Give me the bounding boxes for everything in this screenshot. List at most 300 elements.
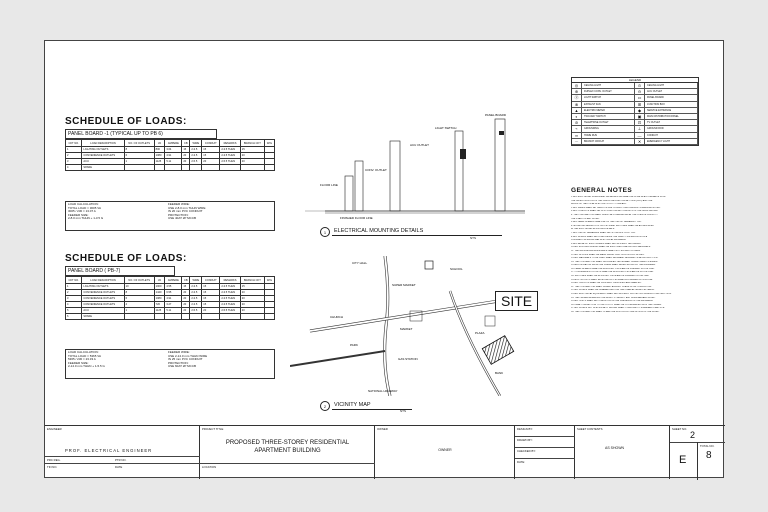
legend-label: ACU OUTLET <box>647 90 663 94</box>
general-notes <box>571 187 709 315</box>
table-cell: 2-3.5 <box>190 296 202 302</box>
table-cell: 20 <box>182 296 190 302</box>
vicinity-map <box>290 256 540 396</box>
legend-item <box>635 139 698 145</box>
table-header-cell: CONDUIT <box>202 140 220 147</box>
calc-line: USE 2-14.0 mm THHN WIRE <box>168 353 208 358</box>
table-header-cell: WIRE <box>190 277 202 284</box>
owner-name: OWNER <box>438 448 452 452</box>
legend-label: GROUND ROD <box>647 127 664 131</box>
table-cell: CONVENIENCE OUTLETS <box>82 296 124 302</box>
table-cell: 5.11 <box>165 159 182 165</box>
map-label-plaza: PLAZA <box>475 331 485 335</box>
table-cell: 1 <box>124 308 154 314</box>
table-cell <box>165 165 182 171</box>
note-line: 7. ALL CIRCUIT BREAKERS SHALL BE OF THE BOLT-ON TYPE. <box>571 231 636 234</box>
mounting-caption <box>320 227 530 240</box>
table-cell: 6 <box>66 314 82 320</box>
table-cell: 6 <box>124 153 154 159</box>
legend-symbol-icon: ◎ <box>572 83 582 88</box>
project-label: PROJECT TITLE <box>202 427 224 431</box>
table-cell: CONVENIENCE OUTLETS <box>82 153 124 159</box>
note-line: 19. ACU OUTLETS SHALL BE MOUNTED 1.80 M ABOVE FINISHED FLOOR LINE. <box>571 278 653 281</box>
legend-symbol-icon: ⊙ <box>635 83 645 88</box>
checked-label: CHECKED BY: <box>517 449 536 453</box>
legend-symbol-icon: ⊖ <box>635 89 645 94</box>
mount-label-conv: CONV. OUTLET <box>365 168 387 172</box>
table-cell: 1080 <box>154 296 165 302</box>
note-line: 21. THE CONTRACTOR SHALL SUBMIT AS-BUILT PLANS UPON COMPLETION. <box>571 285 652 288</box>
table-header-cell: REMARKS <box>220 140 240 147</box>
table-cell <box>264 314 274 320</box>
note-line: LICENSED PROFESSIONAL ELECTRICAL ENGINEER. <box>571 239 627 242</box>
table-row <box>66 314 275 320</box>
legend-symbol-icon: ✕ <box>635 139 645 144</box>
calc-line: USE 40AT 2P MCCB <box>168 216 197 221</box>
table-cell: 3.64 <box>165 147 182 153</box>
note-line: RULES OF THE LOCAL ELECTRIC UTILITY COMPANY. <box>571 203 627 206</box>
table-cell: 3 <box>66 159 82 165</box>
legend-symbol-icon: ▲ <box>572 108 582 113</box>
legend-symbol-icon: ▣ <box>635 114 645 119</box>
table-cell <box>240 314 264 320</box>
table-header-cell: W/G <box>264 140 274 147</box>
legend-grid <box>572 83 698 145</box>
table-cell <box>220 165 240 171</box>
calc-line: PROTECTION: <box>168 212 189 217</box>
table-cell: 2-3.5 <box>190 290 202 296</box>
rule <box>515 447 575 448</box>
table-header-cell: CONDUIT <box>202 277 220 284</box>
panel-symbol <box>499 131 504 135</box>
table-cell: SPARE <box>82 314 124 320</box>
mount-label-switch: LIGHT SWITCH <box>435 126 457 130</box>
table-cell: 1125 <box>154 308 165 314</box>
legend-box <box>571 77 699 146</box>
notes-title: GENERAL NOTES <box>571 187 633 194</box>
note-line: 9. ALL METALLIC ENCLOSURES SHALL BE PROPERLY GROUNDED. <box>571 242 642 245</box>
table-cell: 1080 <box>154 153 165 159</box>
table-cell: 15 <box>202 290 220 296</box>
legend-label: CEILING LIGHT <box>647 84 665 88</box>
calc-line: 3005 / 230 = 13.07 A <box>68 209 96 214</box>
map-label-school: SCHOOL <box>450 267 463 271</box>
tb-owner <box>375 426 515 479</box>
legend-label: LIGHT SWITCH <box>584 96 602 100</box>
note-line: 26. FINAL CONNECTION TO THE UTILITY SHALL BE COORDINATED WITH THE OWNER. <box>571 303 662 306</box>
table-cell: 2-3.5 THHN <box>220 147 240 153</box>
rule <box>515 436 575 437</box>
table-cell: 20 <box>202 159 220 165</box>
legend-label: EXHAUST FAN <box>584 102 601 106</box>
table-cell: 20 <box>240 308 264 314</box>
tb-project <box>200 426 375 479</box>
map-label-highway: NATIONAL HIGHWAY <box>368 389 398 393</box>
note-line: 15. ANY DEVIATION FROM THE PLANS SHALL BE APPROVED BY THE ENGINEER. <box>571 264 656 267</box>
table-header-cell: LOAD DESCRIPTION <box>82 140 124 147</box>
vicinity-title: VICINITY MAP <box>334 402 371 408</box>
vicinity-callout: 2 <box>320 401 330 411</box>
note-line: THE START OF ANY WORK. <box>571 217 600 220</box>
table-cell: 20 <box>182 159 190 165</box>
table-header-cell: NO. OF OUTLETS <box>124 140 154 147</box>
loads1-table <box>65 139 275 171</box>
table-cell: 2 <box>66 153 82 159</box>
table-cell: 4 <box>124 302 154 308</box>
table-cell: 3.27 <box>165 302 182 308</box>
date2-label: DATE: <box>517 460 526 464</box>
project-title-1: PROPOSED THREE-STOREY RESIDENTIAL <box>225 440 350 446</box>
legend-symbol-icon: ═ <box>572 133 582 138</box>
table-cell: ACU <box>82 159 124 165</box>
note-line: 8. ALL WORKS SHALL BE DONE UNDER THE DIRECT SUPERVISION OF A <box>571 235 648 238</box>
note-line: 16. PANEL BOARDS SHALL BE MOUNTED 1.50 M ABOVE FINISHED FLOOR LINE. <box>571 267 655 270</box>
rule <box>515 458 575 459</box>
mount-post-2 <box>355 161 363 211</box>
table-cell: 20 <box>182 153 190 159</box>
sheet-number: 2 <box>690 430 696 440</box>
tb-sheet <box>670 426 725 479</box>
table-cell: 20 <box>240 159 264 165</box>
table-header-cell: WIRE <box>190 140 202 147</box>
legend-title: LEGEND <box>572 78 698 83</box>
table-header-cell: AMPERE <box>165 277 182 284</box>
table-cell <box>154 165 165 171</box>
table-cell: 800 <box>154 147 165 153</box>
mounting-drawing <box>295 101 545 221</box>
calc-line: 5365 / 230 = 23.33 A <box>68 357 96 362</box>
table-cell <box>154 314 165 320</box>
table-header-cell: BRANCH CKT <box>240 140 264 147</box>
calc-line: USE 60AT 2P MCCB <box>168 364 197 369</box>
note-line: 3. ALL CONDUITS SHALL BE UPVC ELECTRICAL CONDUITS OF THE SIZES SHOWN. <box>571 210 658 213</box>
table-cell: 20 <box>240 153 264 159</box>
location-label: LOCATION <box>202 465 217 469</box>
table-cell: 15 <box>182 147 190 153</box>
legend-symbol-icon: ▭ <box>635 95 645 100</box>
contents-label: SHEET CONTENTS <box>577 427 603 431</box>
table-header-cell: CB <box>182 140 190 147</box>
table-cell: 20 <box>182 290 190 296</box>
table-cell: 4.91 <box>165 153 182 159</box>
legend-label: SERVICE ENTRANCE <box>647 108 672 112</box>
table-cell <box>182 314 190 320</box>
legend-symbol-icon: ⌁ <box>572 126 582 131</box>
legend-label: JUNCTION BOX <box>647 102 665 106</box>
calc-line: FEEDER WIRE: <box>168 202 190 206</box>
mounting-underline <box>332 235 502 236</box>
note-line: 2. ALL WIRES SHALL BE THHN COPPER CONDUCTORS UNLESS OTHERWISE NOTED. <box>571 206 661 209</box>
table-header-cell: AMPERE <box>165 140 182 147</box>
note-line: 5. ALL PANEL BOARDS SHALL BE OF THE CIRCUIT BREAKER TYPE. <box>571 221 642 224</box>
legend-symbol-icon: ⊞ <box>635 102 645 107</box>
table-cell: 1 <box>66 284 82 290</box>
table-cell: LIGHTING OUTLETS <box>82 147 124 153</box>
table-cell: CONVENIENCE OUTLETS <box>82 290 124 296</box>
map-label-market: MARKET <box>400 327 413 331</box>
switch-symbol <box>460 149 466 159</box>
table-cell: 20 <box>182 308 190 314</box>
mount-post-3 <box>390 141 400 211</box>
legend-symbol-icon: ⋯ <box>572 139 582 144</box>
table-cell: 2 <box>66 290 82 296</box>
table-header-row <box>66 277 275 284</box>
legend-label: TELEPHONE OUTLET <box>584 121 609 125</box>
legend-symbol-icon: ⊘ <box>572 120 582 125</box>
table-header-cell: VA <box>154 140 165 147</box>
tb-design <box>515 426 575 479</box>
note-line: 22. ALL WORKS SHALL BE GUARANTEED FOR ONE YEAR AFTER ACCEPTANCE. <box>571 289 655 292</box>
table-cell: 1 <box>124 159 154 165</box>
map-label-church: CHURCH <box>330 315 343 319</box>
note-line: 13. ALL MATERIALS TO BE USED SHALL BE BRAND NEW AND OF APPROVED TYPE. <box>571 257 659 260</box>
table-cell: 2-5.5 THHN <box>220 159 240 165</box>
table-cell <box>220 314 240 320</box>
table-header-cell: LOAD DESCRIPTION <box>82 277 124 284</box>
table-header-cell: CKT NO. <box>66 140 82 147</box>
note-line: 23. ALL ELECTRICAL EQUIPMENT SHALL BE PROPERLY PROTECTED DURING CONSTRUCTION. <box>571 293 672 296</box>
table-cell: 2-5.5 <box>190 308 202 314</box>
vicinity-scale: NTS <box>400 409 406 413</box>
table-cell: 3 <box>66 296 82 302</box>
legend-item <box>572 139 635 145</box>
table-cell: 2-5.5 THHN <box>220 308 240 314</box>
table-cell <box>202 165 220 171</box>
table-header-cell: NO. OF OUTLETS <box>124 277 154 284</box>
map-label-cityhall: CITY HALL <box>352 261 368 265</box>
site-parcel <box>482 336 514 365</box>
table-cell: 4.91 <box>165 296 182 302</box>
table-header-cell: W/G <box>264 277 274 284</box>
road-left <box>290 351 385 366</box>
vicinity-caption <box>320 401 530 413</box>
total-label: TOTAL NO. <box>700 444 715 448</box>
loads1-calc-left <box>68 203 168 221</box>
sheet-letter: E <box>679 454 687 466</box>
note-line: 18. SWITCHES SHALL BE MOUNTED 1.40 M ABOVE FINISHED FLOOR LINE. <box>571 275 650 278</box>
drawn-label: DRAWN BY: <box>517 438 533 442</box>
calc-line: IN 25 mm PVC CONDUIT <box>168 357 203 362</box>
table-cell: CONVENIENCE OUTLETS <box>82 302 124 308</box>
landmark-box-3 <box>485 316 495 326</box>
engineer-name: PROF. ELECTRICAL ENGINEER <box>65 448 153 453</box>
table-cell: ACU <box>82 308 124 314</box>
tb-contents <box>575 426 670 479</box>
date-label: DATE <box>115 465 123 469</box>
legend-symbol-icon: Ⓢ <box>572 95 582 100</box>
map-label-supermarket: SUPER MARKET <box>392 283 416 287</box>
calc-line: LOAD CALCULATION: <box>68 350 99 354</box>
loads2-calc-left <box>68 351 168 369</box>
table-cell: 15 <box>202 284 220 290</box>
project-title-2: APARTMENT BUILDING <box>254 448 321 454</box>
loads2-table <box>65 276 275 320</box>
mount-post-1 <box>345 176 353 211</box>
ptr-label: PTR NO. <box>115 458 127 462</box>
calc-line: FEEDER WIRE: <box>168 350 190 354</box>
note-line: THE LATEST EDITION OF THE PHILIPPINE ELECTRICAL CODE (PEC) AND THE <box>571 199 653 202</box>
note-line: 17. CONVENIENCE OUTLETS SHALL BE MOUNTED 0.30 M ABOVE FLOOR LINE. <box>571 271 654 274</box>
loads1-panel: PANEL BOARD -1 (TYPICAL UP TO PB 6) <box>65 129 217 139</box>
legend-label: HOME RUN <box>584 133 598 137</box>
note-line: IN THE ELECTRICAL MOUNTING DETAILS. <box>571 228 615 231</box>
table-cell: 2-5.5 <box>190 159 202 165</box>
table-cell: 2-3.5 THHN <box>220 296 240 302</box>
table-cell: 20 <box>240 296 264 302</box>
legend-symbol-icon: ⊕ <box>572 89 582 94</box>
map-label-bank: BANK <box>495 371 504 375</box>
notes-lines <box>571 196 709 315</box>
table-cell: 1000 <box>154 284 165 290</box>
note-line: 14. THE CONTRACTOR SHALL SECURE ALL NECESSARY PERMITS AND LICENSES. <box>571 260 658 263</box>
table-cell <box>124 314 154 320</box>
table-cell <box>124 165 154 171</box>
note-line: 25. ALL TESTS SHALL BE CONDUCTED IN THE PRESENCE OF THE ENGINEER. <box>571 300 654 303</box>
table-cell: SPARE <box>82 165 124 171</box>
table-cell: 4 <box>66 302 82 308</box>
tin-label: TIN NO. <box>47 465 58 469</box>
total-number: 8 <box>706 450 712 461</box>
table-cell <box>202 314 220 320</box>
mount-label-acu: ACU OUTLET <box>410 143 430 147</box>
note-line: 20. ALL CIRCUITS SHALL BE PROPERLY IDENTIFIED AND LABELED. <box>571 282 642 285</box>
calc-line: PROTECTION: <box>168 360 189 365</box>
table-cell: 2-3.5 <box>190 302 202 308</box>
table-header-cell: CKT NO. <box>66 277 82 284</box>
mount-label-panel: PANEL BOARD <box>485 113 507 117</box>
sheet-letter-box <box>670 442 698 480</box>
table-cell: 20 <box>240 302 264 308</box>
calc-line: 2-8.0 mm THHN + 1-3.5 G <box>68 216 104 221</box>
table-cell: 2-3.5 THHN <box>220 302 240 308</box>
map-label-gas: GAS STATION <box>398 357 418 361</box>
loads2-calc-right <box>168 351 274 369</box>
loads2-title: SCHEDULE OF LOADS: <box>65 253 187 264</box>
table-cell: 20 <box>182 302 190 308</box>
table-cell <box>264 165 274 171</box>
legend-label: EMERGENCY LIGHT <box>647 139 671 143</box>
loads2-panel: PANEL BOARD ( PB-7) <box>65 266 175 276</box>
calc-line: FEEDER SIZE: <box>68 360 89 365</box>
table-cell: 5 <box>66 308 82 314</box>
legend-label: GROUNDING <box>584 127 599 131</box>
table-cell: 15 <box>202 302 220 308</box>
table-cell: 2-3.5 THHN <box>220 284 240 290</box>
table-row <box>66 165 275 171</box>
legend-symbol-icon: ⊥ <box>635 126 645 131</box>
table-cell: 2-3.5 <box>190 284 202 290</box>
table-cell: 15 <box>202 296 220 302</box>
landmark-box <box>425 261 433 269</box>
note-line: 6. MOUNTING HEIGHTS OF OUTLETS AND SWITCHES SHALL BE AS INDICATED <box>571 224 654 227</box>
table-cell: 6.55 <box>165 290 182 296</box>
note-line: 10. ALL EXPOSED WIRING SHALL BE ENCLOSED IN APPROVED RACEWAYS. <box>571 246 651 249</box>
table-header-cell: VA <box>154 277 165 284</box>
table-header-cell: REMARKS <box>220 277 240 284</box>
table-cell: 4.55 <box>165 284 182 290</box>
table-cell: 1125 <box>154 159 165 165</box>
legend-label: ELECTRIC METER <box>584 108 605 112</box>
table-cell <box>190 314 202 320</box>
legend-symbol-icon: ◆ <box>635 108 645 113</box>
note-line: 28. THE CONTRACTOR SHALL CLEAN THE SITE UPON COMPLETION OF THE WORK. <box>571 311 660 313</box>
note-line: 11. THE GROUNDING RESISTANCE SHALL NOT EXCEED 25 OHMS. <box>571 249 641 252</box>
calc-line: IN 20 mm PVC CONDUIT <box>168 209 203 214</box>
table-cell <box>182 165 190 171</box>
table-cell: 15 <box>240 147 264 153</box>
title-block <box>45 425 725 479</box>
table-cell: 2-3.5 <box>190 147 202 153</box>
table-cell: 20 <box>240 290 264 296</box>
calc-line: TOTAL LOAD = 3005 VA <box>68 205 101 210</box>
rule <box>200 463 375 464</box>
table-cell: 1440 <box>154 290 165 296</box>
table-cell: 10 <box>124 284 154 290</box>
legend-label: CONDUIT <box>647 133 658 137</box>
table-cell: 2-3.5 THHN <box>220 290 240 296</box>
sheet-label: SHEET NO. <box>672 427 688 431</box>
legend-symbol-icon: ◐ <box>572 114 582 119</box>
mounting-scale: NTS <box>470 236 476 240</box>
table-cell <box>190 165 202 171</box>
table-header-cell: BRANCH CKT <box>240 277 264 284</box>
legend-label: DUPLEX CONV. OUTLET <box>584 90 612 94</box>
legend-label: TV OUTLET <box>647 121 661 125</box>
legend-label: TWO-WAY SWITCH <box>584 115 606 119</box>
table-cell: 15 <box>202 147 220 153</box>
contents-value: AS SHOWN <box>605 446 625 450</box>
legend-symbol-icon: ⊗ <box>572 102 582 107</box>
table-header-cell: CB <box>182 277 190 284</box>
engineer-label: ENGINEER <box>47 427 62 431</box>
table-cell <box>240 165 264 171</box>
design-label: DESIGN BY: <box>517 427 533 431</box>
calc-line: TOTAL LOAD = 5365 VA <box>68 353 101 358</box>
loads2-calc <box>65 349 275 379</box>
mounting-title: ELECTRICAL MOUNTING DETAILS <box>334 228 424 234</box>
loads1-calc-right <box>168 203 274 221</box>
loads1-calc <box>65 201 275 231</box>
table-cell <box>165 314 182 320</box>
tb-engineer <box>45 426 200 479</box>
owner-label: OWNER <box>377 427 388 431</box>
legend-symbol-icon: — <box>635 133 645 138</box>
table-cell: 2-3.5 <box>190 153 202 159</box>
table-cell: 6 <box>124 296 154 302</box>
table-header-row <box>66 140 275 147</box>
mount-post-4 <box>455 131 463 211</box>
prc-label: PRC REG. <box>47 458 61 462</box>
table-cell: LIGHTING OUTLETS <box>82 284 124 290</box>
table-cell: 8 <box>124 290 154 296</box>
table-cell: 1 <box>66 147 82 153</box>
table-cell: 15 <box>182 284 190 290</box>
table-cell: 20 <box>202 308 220 314</box>
note-line: 12. ALL SPLICES SHALL BE MADE INSIDE JUNCTION OR PULL BOXES. <box>571 253 645 256</box>
mounting-callout: 1 <box>320 227 330 237</box>
drawing-sheet <box>44 40 724 478</box>
table-cell: 5.11 <box>165 308 182 314</box>
mount-label-ffl: FINISHED FLOOR LINE <box>340 216 373 220</box>
table-cell: 2-3.5 THHN <box>220 153 240 159</box>
loads1-title: SCHEDULE OF LOADS: <box>65 116 187 127</box>
rule <box>45 463 200 464</box>
calc-line: USE 2-8.0 mm THHN WIRE <box>168 205 206 210</box>
table-cell: 720 <box>154 302 165 308</box>
calc-line: LOAD CALCULATION: <box>68 202 99 206</box>
legend-symbol-icon: ⊡ <box>635 120 645 125</box>
table-cell: 4 <box>66 165 82 171</box>
